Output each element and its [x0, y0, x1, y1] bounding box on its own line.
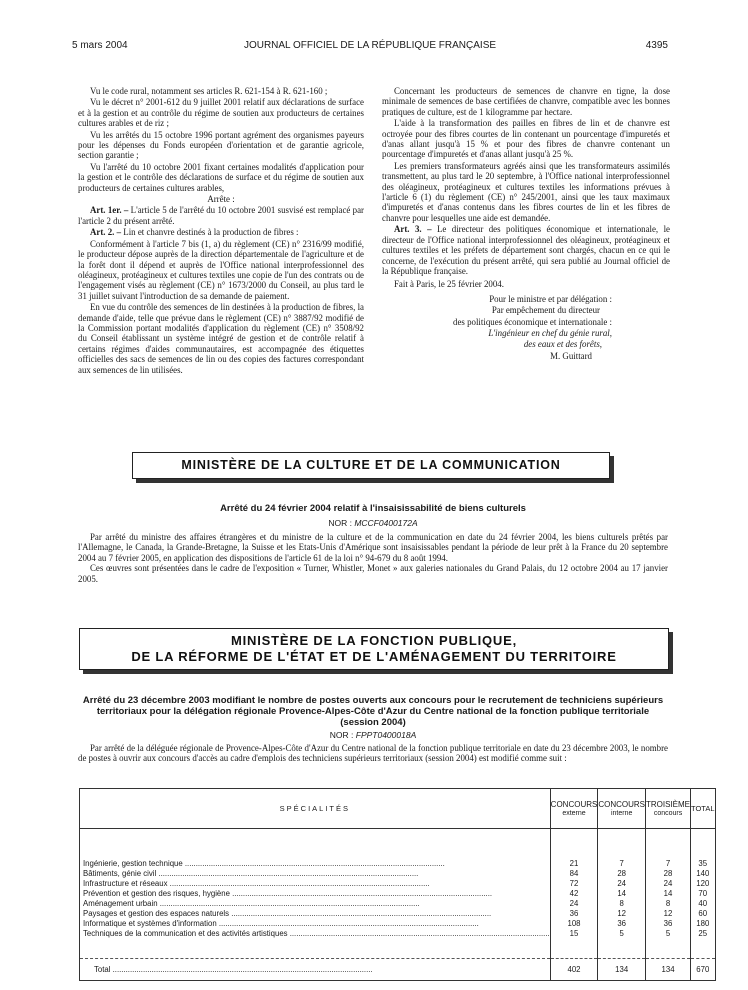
- value-cell: 24: [646, 879, 691, 889]
- table-row: [80, 889, 716, 899]
- value-cell: 36: [646, 919, 691, 929]
- body-paragraph: Ces œuvres sont présentées dans le cadre de l'exposition « Turner, Whistler, Monet » aux galeries nationales du Grand Palais, du 12 octobre 2004 au 17 janvier 2005.: [78, 563, 668, 584]
- article-1: [78, 205, 364, 226]
- right-column: [382, 86, 670, 362]
- ministry-line: DE LA RÉFORME DE L'ÉTAT ET DE L'AMÉNAGEMENT DU TERRITOIRE: [131, 649, 617, 664]
- ministry-culture-heading: MINISTÈRE DE LA CULTURE ET DE LA COMMUNICATION: [132, 452, 610, 479]
- spacer-cell: [646, 939, 691, 959]
- value-cell: 84: [550, 869, 598, 879]
- value-cell: 12: [646, 909, 691, 919]
- fait-a-paris: Fait à Paris, le 25 février 2004.: [394, 279, 504, 290]
- table-row: [80, 859, 716, 869]
- signature-line: des politiques économique et internationale :: [453, 316, 612, 327]
- body-paragraph: Concernant les producteurs de semences de chanvre en tigne, la dose minimale de semences de base certifiées de chanvre, compatible avec les bonnes pratiques de culture, est de 1 kilogramme par hectare.: [382, 86, 670, 117]
- value-cell: 40: [691, 899, 715, 909]
- value-cell: 7: [646, 859, 691, 869]
- specialite-cell: Paysages et gestion des espaces naturels ........................................................................................................................: [80, 909, 551, 919]
- col-header-specialites: [80, 789, 551, 829]
- value-cell: 28: [646, 869, 691, 879]
- arrete-heading: Arrête :: [207, 194, 235, 205]
- article-label: Art. 3. –: [394, 224, 432, 235]
- visa-paragraph: Vu les arrêtés du 15 octobre 1996 portant agrément des organismes payeurs pour les dépenses du Fonds européen d'orientation et de garantie agricole, section garantie ;: [78, 129, 364, 161]
- value-cell: 8: [598, 899, 646, 909]
- body-paragraph: Conformément à l'article 7 bis (1, a) du règlement (CE) n° 2316/99 modifié, le producteur dépose auprès de la direction départementale de l'agriculture et de la forêt dont il dépend et auprès de l'Office national interprofessionnel des oléagineux, protéagineux et cultures textiles une copie de l'un des contrats ou de l'engagement visés au règlement (CE) n° 1673/2000 du Conseil, au plus tard le 31 juillet suivant l'introduction de sa demande de paiement.: [78, 238, 364, 301]
- body-paragraph: En vue du contrôle des semences de lin destinées à la production de fibres, la demande d'aide, telle que prévue dans le règlement (CE) n° 3887/92 modifié de la Commission portant modalités d'application du règlement (CE) n° 3508/92 du Conseil établissant un système intégré de gestion et de contrôle relatif à certains régimes d'aides communautaires, est accompagnée des étiquettes officielles des sacs de semences de lin ou des copies des factures correspondant aux semences de lin utilisées.: [78, 302, 364, 375]
- page-number: 4395: [645, 40, 668, 51]
- left-column: [78, 86, 364, 376]
- value-cell: 670: [691, 959, 715, 981]
- article-2: [78, 227, 364, 237]
- table-row: [80, 919, 716, 929]
- value-cell: 14: [598, 889, 646, 899]
- nor-reference: [78, 518, 668, 528]
- article-label: Art. 1er. –: [90, 205, 129, 216]
- value-cell: 36: [598, 919, 646, 929]
- table-row: [80, 909, 716, 919]
- value-cell: 180: [691, 919, 715, 929]
- issue-date: 5 mars 2004: [72, 40, 128, 51]
- value-cell: 35: [691, 859, 715, 869]
- specialite-cell: Ingénierie, gestion technique ........................................................................................................................: [80, 859, 551, 869]
- value-cell: 36: [550, 909, 598, 919]
- ministry-fonction-publique-heading: [79, 628, 669, 670]
- signature-block: [382, 294, 670, 361]
- article-text: Lin et chanvre destinés à la production de fibres :: [121, 227, 299, 238]
- nor-reference: [78, 730, 668, 740]
- running-header: [72, 40, 668, 54]
- specialite-cell: Informatique et systèmes d'information ........................................................................................................................: [80, 919, 551, 929]
- journal-title: JOURNAL OFFICIEL DE LA RÉPUBLIQUE FRANÇAISE: [243, 40, 497, 51]
- article-label: Art. 2. –: [90, 227, 122, 238]
- specialite-cell: Aménagement urbain ........................................................................................................................: [80, 899, 551, 909]
- spacer-cell: [691, 939, 715, 959]
- spacer-row: [80, 829, 716, 859]
- header-text: CONCOURS externe: [550, 799, 598, 817]
- value-cell: 24: [598, 879, 646, 889]
- value-cell: 21: [550, 859, 598, 869]
- arrete-title: Arrêté du 24 février 2004 relatif à l'insaisissabilité de biens culturels: [220, 503, 526, 514]
- article-text: Le directeur des politiques économique et internationale, le directeur de l'Office national interprofessionnel des oléagineux, protéagineux et cultures textiles et les préfets de département sont chargés, chacun en ce qui le concerne, de l'exécution du présent arrêté, qui sera publié au Journal officiel de la République française.: [382, 224, 670, 276]
- body-paragraph: Les premiers transformateurs agréés ainsi que les transformateurs assimilés transmettent, au plus tard le 20 septembre, à l'Office national interprofessionnel des oléagineux, protéagineux et cultures textiles les informations prévues à l'article 6 (1) du règlement (CE) n° 245/2001, ainsi que les taux maximaux d'impuretés et d'anas contenus dans les fibres courtes de lin et les fibres de chanvre pour lesquelles une aide est demandée.: [382, 160, 670, 223]
- nor-label: NOR :: [328, 518, 355, 528]
- table-row: [80, 899, 716, 909]
- header-text: SPÉCIALITÉS: [279, 804, 351, 813]
- value-cell: 70: [691, 889, 715, 899]
- specialite-cell: Infrastructure et réseaux ........................................................................................................................: [80, 879, 551, 889]
- value-cell: 134: [646, 959, 691, 981]
- table-row: [80, 879, 716, 889]
- value-cell: 120: [691, 879, 715, 889]
- signature-line: Par empêchement du directeur: [491, 305, 600, 316]
- header-text: CONCOURS interne: [598, 799, 646, 817]
- value-cell: 24: [550, 899, 598, 909]
- article-text: L'article 5 de l'arrêté du 10 octobre 2001 susvisé est remplacé par l'article 2 du présent arrêté.: [78, 205, 364, 226]
- spacer-cell: [598, 939, 646, 959]
- visa-paragraph: Vu le code rural, notamment ses articles R. 621-154 à R. 621-160 ;: [90, 86, 328, 96]
- specialite-cell: Bâtiments, génie civil ........................................................................................................................: [80, 869, 551, 879]
- nor-code: FPPT0400018A: [355, 730, 417, 740]
- value-cell: 140: [691, 869, 715, 879]
- col-header-interne: [598, 789, 646, 829]
- value-cell: 402: [550, 959, 598, 981]
- postes-table: [79, 788, 716, 981]
- spacer-row: [80, 939, 716, 959]
- body-paragraph: L'aide à la transformation des pailles en fibres de lin et de chanvre est octroyée pour des fibres courtes de lin contenant un pourcentage d'impuretés et d'anas allant jusqu'à 15 % et pour des fibres de chanvre contenant un pourcentage d'impuretés et d'anas allant jusqu'à 25 %.: [382, 118, 670, 160]
- col-header-troisieme: [646, 789, 691, 829]
- col-header-externe: [550, 789, 598, 829]
- specialite-cell: Prévention et gestion des risques, hygiène ........................................................................................................................: [80, 889, 551, 899]
- value-cell: 5: [646, 929, 691, 939]
- arrete-body: [78, 532, 668, 584]
- table-body: [80, 829, 716, 981]
- specialite-cell: Techniques de la communication et des activités artistiques ........................................................................................................................: [80, 929, 551, 939]
- value-cell: 12: [598, 909, 646, 919]
- signature-line: des eaux et des forêts,: [523, 339, 602, 350]
- arrete-body: [78, 743, 668, 764]
- spacer-cell: [80, 939, 551, 959]
- spacer-cell: [550, 939, 598, 959]
- value-cell: 108: [550, 919, 598, 929]
- col-header-total: [691, 789, 715, 829]
- visa-paragraph: Vu l'arrêté du 10 octobre 2001 fixant certaines modalités d'application pour la gestion et le contrôle des déclarations de surface et du régime de soutien aux producteurs de certaines cultures arables,: [78, 161, 364, 193]
- table-row: [80, 869, 716, 879]
- value-cell: 42: [550, 889, 598, 899]
- value-cell: 134: [598, 959, 646, 981]
- ministry-line: MINISTÈRE DE LA FONCTION PUBLIQUE,: [231, 633, 517, 648]
- arrete-title: Arrêté du 23 décembre 2003 modifiant le nombre de postes ouverts aux concours pour le recrutement de techniciens supérieurs territoriaux pour la délégation régionale Provence-Alpes-Côte d'Azur du Centre national de la fonction publique territoriale (session 2004): [82, 695, 664, 728]
- table-row: [80, 929, 716, 939]
- table-total-row: [80, 959, 716, 981]
- header-text: TOTAL: [691, 804, 715, 813]
- value-cell: 8: [646, 899, 691, 909]
- value-cell: 28: [598, 869, 646, 879]
- value-cell: 15: [550, 929, 598, 939]
- value-cell: 60: [691, 909, 715, 919]
- header-text: TROISIÈME concours: [646, 799, 691, 817]
- nor-label: NOR :: [329, 730, 356, 740]
- nor-code: MCCF0400172A: [354, 518, 418, 528]
- visa-paragraph: Vu le décret n° 2001-612 du 9 juillet 2001 relatif aux déclarations de surface et à la gestion et au contrôle du régime de soutien aux producteurs de certaines cultures arables et de riz ;: [78, 97, 364, 129]
- value-cell: 5: [598, 929, 646, 939]
- value-cell: 72: [550, 879, 598, 889]
- signatory-name: M. Guittard: [550, 350, 592, 361]
- body-paragraph: Par arrêté de la déléguée régionale de Provence-Alpes-Côte d'Azur du Centre national de la fonction publique territoriale en date du 23 décembre 2003, le nombre de postes à ouvrir aux concours d'accès au cadre d'emplois des techniciens supérieurs territoriaux (session 2004) est modifié comme suit :: [78, 743, 668, 764]
- table-header-row: [80, 789, 716, 829]
- signature-line: L'ingénieur en chef du génie rural,: [488, 327, 612, 338]
- specialite-cell: Total ........................................................................................................................: [80, 959, 551, 981]
- article-3: [382, 224, 670, 276]
- value-cell: 7: [598, 859, 646, 869]
- value-cell: 14: [646, 889, 691, 899]
- signature-line: Pour le ministre et par délégation :: [489, 293, 612, 304]
- value-cell: 25: [691, 929, 715, 939]
- body-paragraph: Par arrêté du ministre des affaires étrangères et du ministre de la culture et de la communication en date du 24 février 2004, les biens culturels prêtés par l'Allemagne, le Canada, la Grande-Bretagne, la Suisse et les Etats-Unis d'Amérique sont insaisissables pendant la période de leur prêt à la France du 20 septembre 2004 au 7 février 2005, en application des dispositions de l'article 61 de la loi n° 94-679 du 8 août 1994.: [78, 532, 668, 563]
